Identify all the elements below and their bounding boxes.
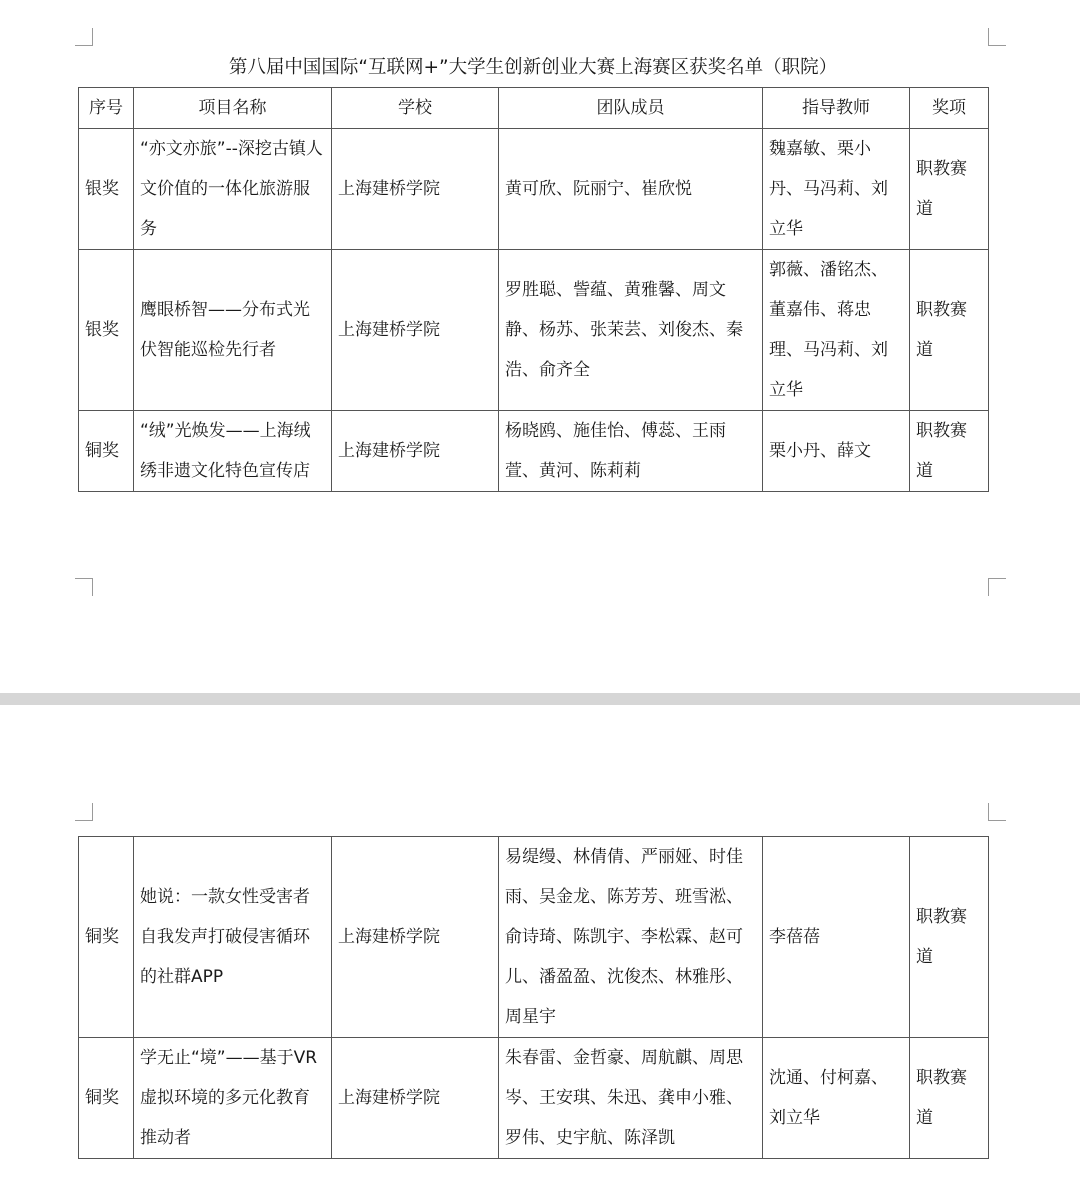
track-cell: 职教赛道 [910,1038,989,1159]
members-cell: 杨晓鸥、施佳怡、傅蕊、王雨萱、黄河、陈莉莉 [499,411,763,492]
award-table-continued [78,836,989,1159]
teachers-cell: 魏嘉敏、栗小丹、马冯莉、刘立华 [763,129,910,250]
teachers-cell: 栗小丹、薛文 [763,411,910,492]
teachers-cell: 郭薇、潘铭杰、董嘉伟、蒋忠理、马冯莉、刘立华 [763,250,910,411]
page-corner-mark [988,28,1006,46]
award-table [78,87,989,492]
project-cell: “亦文亦旅”--深挖古镇人文价值的一体化旅游服务 [134,129,332,250]
teachers-cell: 李蓓蓓 [763,837,910,1038]
school-cell: 上海建桥学院 [332,837,499,1038]
project-cell: 鹰眼桥智——分布式光伏智能巡检先行者 [134,250,332,411]
rank-cell: 银奖 [79,250,134,411]
page-corner-mark [988,803,1006,821]
table-row [79,411,989,492]
members-cell: 黄可欣、阮丽宁、崔欣悦 [499,129,763,250]
header-cell-teachers: 指导教师 [763,88,910,129]
table-row [79,129,989,250]
rank-cell: 铜奖 [79,1038,134,1159]
page-corner-mark [988,578,1006,596]
project-cell: 学无止“境”——基于VR虚拟环境的多元化教育推动者 [134,1038,332,1159]
track-cell: 职教赛道 [910,837,989,1038]
header-cell-index: 序号 [79,88,134,129]
table-row [79,1038,989,1159]
table-header-row [79,88,989,129]
school-cell: 上海建桥学院 [332,250,499,411]
page-separator [0,693,1080,705]
school-cell: 上海建桥学院 [332,1038,499,1159]
header-cell-award: 奖项 [910,88,989,129]
table-row [79,250,989,411]
document-page-2 [0,705,1080,1201]
school-cell: 上海建桥学院 [332,129,499,250]
rank-cell: 铜奖 [79,411,134,492]
document-title: 第八届中国国际“互联网+”大学生创新创业大赛上海赛区获奖名单（职院） [228,57,838,78]
track-cell: 职教赛道 [910,129,989,250]
teachers-cell: 沈通、付柯嘉、刘立华 [763,1038,910,1159]
project-cell: “绒”光焕发——上海绒绣非遗文化特色宣传店 [134,411,332,492]
table-row [79,837,989,1038]
members-cell: 易缇缦、林倩倩、严丽娅、时佳雨、吴金龙、陈芳芳、班雪淞、俞诗琦、陈凯宇、李松霖、赵可儿、潘盈盈、沈俊杰、林雅彤、周星宇 [499,837,763,1038]
track-cell: 职教赛道 [910,411,989,492]
page-corner-mark [75,28,93,46]
members-cell: 罗胜聪、訾蕴、黄雅馨、周文静、杨苏、张茉芸、刘俊杰、秦浩、俞齐全 [499,250,763,411]
header-cell-school: 学校 [332,88,499,129]
page-corner-mark [75,578,93,596]
rank-cell: 银奖 [79,129,134,250]
project-cell: 她说：一款女性受害者自我发声打破侵害循环的社群APP [134,837,332,1038]
track-cell: 职教赛道 [910,250,989,411]
school-cell: 上海建桥学院 [332,411,499,492]
rank-cell: 铜奖 [79,837,134,1038]
members-cell: 朱春雷、金哲豪、周航麒、周思岑、王安琪、朱迅、龚申小雅、罗伟、史宇航、陈泽凯 [499,1038,763,1159]
header-cell-members: 团队成员 [499,88,763,129]
header-cell-project: 项目名称 [134,88,332,129]
page-corner-mark [75,803,93,821]
